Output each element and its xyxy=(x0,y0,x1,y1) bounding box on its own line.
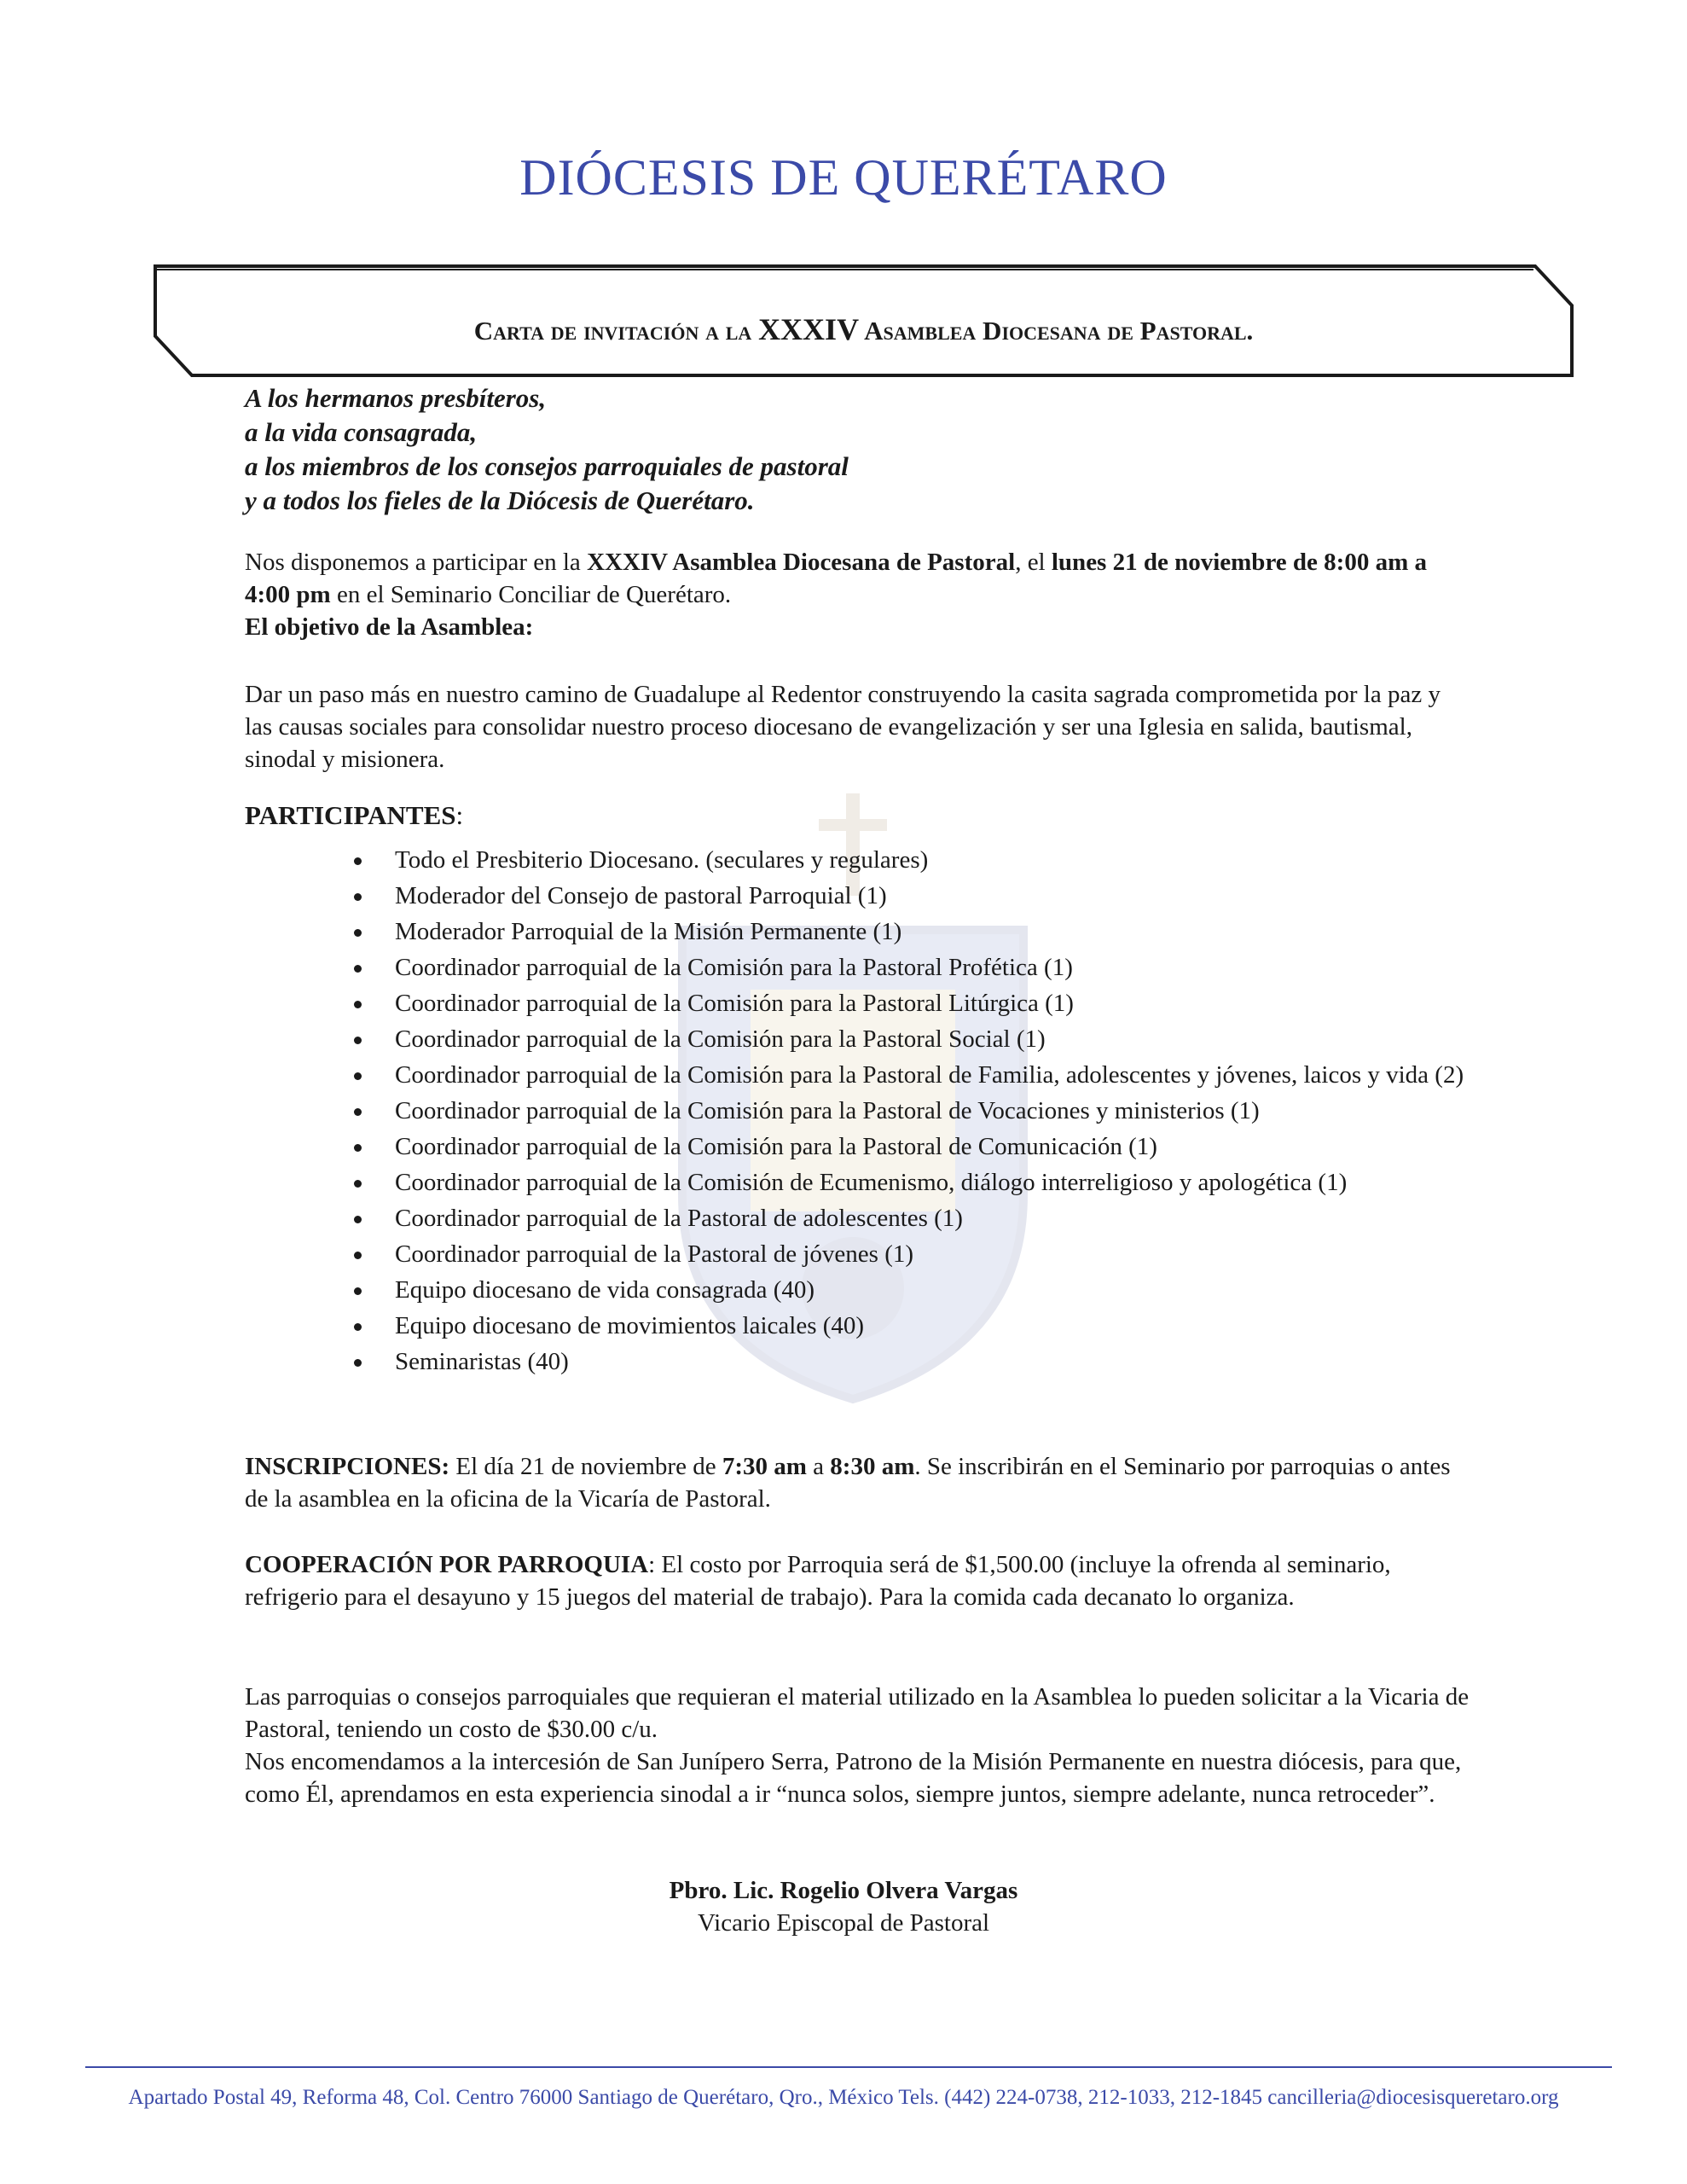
registration-text: El día 21 de noviembre de xyxy=(449,1453,722,1480)
participants-heading-colon: : xyxy=(455,800,464,830)
banner-heading-part-1: Carta de invitación a la xyxy=(473,316,759,346)
list-item xyxy=(350,1095,1484,1127)
list-item xyxy=(350,1275,1484,1306)
bullet-icon xyxy=(354,857,362,865)
bullet-icon xyxy=(354,1359,362,1367)
intro-text: , el xyxy=(1015,549,1052,576)
list-item-text: Coordinador parroquial de la Pastoral de jóvenes (1) xyxy=(395,1240,914,1268)
registration-text: a xyxy=(806,1453,831,1480)
bullet-icon xyxy=(354,1287,362,1295)
list-item-text: Coordinador parroquial de la Comisión para la Pastoral de Comunicación (1) xyxy=(395,1133,1157,1160)
invitation-banner xyxy=(154,264,1574,377)
intro-paragraph xyxy=(245,546,1473,643)
intro-text: Nos disponemos a participar en la xyxy=(245,549,588,576)
registration-paragraph xyxy=(245,1450,1473,1515)
banner-heading-part-2: XXXIV xyxy=(758,312,860,346)
bullet-icon xyxy=(354,929,362,937)
bullet-icon xyxy=(354,893,362,901)
participants-heading xyxy=(245,802,463,828)
list-item-text: Coordinador parroquial de la Comisión para la Pastoral de Vocaciones y ministerios (1) xyxy=(395,1097,1260,1124)
list-item-text: Moderador Parroquial de la Misión Permanente (1) xyxy=(395,918,902,945)
participants-heading-text: PARTICIPANTES xyxy=(245,800,456,830)
list-item-text: Equipo diocesano de vida consagrada (40) xyxy=(395,1276,815,1304)
bullet-icon xyxy=(354,965,362,973)
list-item xyxy=(350,988,1484,1019)
list-item-text: Coordinador parroquial de la Comisión de Ecumenismo, diálogo interreligioso y apologética (1) xyxy=(395,1169,1348,1196)
salutation-line: a la vida consagrada, xyxy=(245,417,478,447)
bullet-icon xyxy=(354,1252,362,1259)
list-item-text: Coordinador parroquial de la Comisión para la Pastoral Litúrgica (1) xyxy=(395,990,1074,1017)
list-item xyxy=(350,1346,1484,1378)
objective-text: Dar un paso más en nuestro camino de Guadalupe al Redentor construyendo la casita sagrada comprometida por la paz y las causas sociales para consolidar nuestro proceso diocesano de evangelización y ser una Iglesia en salida, bautismal, sinodal y misionera. xyxy=(245,681,1441,773)
cooperation-label: COOPERACIÓN POR PARROQUIA xyxy=(245,1551,649,1578)
bullet-icon xyxy=(354,1072,362,1080)
closing-line: Nos encomendamos a la intercesión de San Junípero Serra, Patrono de la Misión Permanente en nuestra diócesis, para que, como Él, aprendamos en esta experiencia sinodal a ir “nunca solos, siempre juntos, siempre adelante, nunca retroceder”. xyxy=(245,1748,1462,1808)
registration-start-time: 7:30 am xyxy=(722,1453,807,1480)
bullet-icon xyxy=(354,1180,362,1188)
list-item-text: Coordinador parroquial de la Comisión para la Pastoral Social (1) xyxy=(395,1025,1046,1053)
list-item-text: Equipo diocesano de movimientos laicales (40) xyxy=(395,1312,865,1339)
intro-text: en el Seminario Conciliar de Querétaro. xyxy=(330,581,732,608)
page-title: DIÓCESIS DE QUERÉTARO xyxy=(519,149,1168,206)
bullet-icon xyxy=(354,1108,362,1116)
assembly-name: XXXIV Asamblea Diocesana de Pastoral xyxy=(587,549,1016,576)
bullet-icon xyxy=(354,1001,362,1008)
banner-heading xyxy=(154,314,1574,345)
salutation-line: a los miembros de los consejos parroquiales de pastoral xyxy=(245,451,849,481)
bullet-icon xyxy=(354,1216,362,1223)
objective-heading: El objetivo de la Asamblea: xyxy=(245,613,534,641)
bullet-icon xyxy=(354,1323,362,1331)
list-item xyxy=(350,1310,1484,1342)
footer-address: Apartado Postal 49, Reforma 48, Col. Centro 76000 Santiago de Querétaro, Qro., México Tels. (442) 224-0738, 212-1033, 212-1845 cancilleria@diocesisqueretaro.org xyxy=(128,2086,1559,2109)
closing-line: Las parroquias o consejos parroquiales que requieran el material utilizado en la Asamblea lo pueden solicitar a la Vicaria de Pastoral, teniendo un costo de $30.00 c/u. xyxy=(245,1683,1470,1743)
registration-end-time: 8:30 am xyxy=(830,1453,915,1480)
list-item xyxy=(350,1131,1484,1163)
list-item-text: Seminaristas (40) xyxy=(395,1348,569,1375)
list-item xyxy=(350,1203,1484,1234)
salutation-line: y a todos los fieles de la Diócesis de Querétaro. xyxy=(245,485,755,515)
bullet-icon xyxy=(354,1144,362,1152)
bullet-icon xyxy=(354,1037,362,1044)
cooperation-paragraph xyxy=(245,1548,1473,1613)
participants-list xyxy=(350,845,1484,1382)
list-item xyxy=(350,952,1484,984)
registration-text: . Se inscribirán en el Seminario por parroquias o antes de la asamblea en la oficina de la Vicaría de Pastoral. xyxy=(245,1453,1451,1513)
cooperation-text: : El costo por Parroquia será de $1,500.00 (incluye la ofrenda al seminario, refrigerio para el desayuno y 15 juegos del material de trabajo). Para la comida cada decanato lo organiza. xyxy=(245,1551,1391,1611)
footer-divider xyxy=(85,2066,1612,2068)
signatory-name: Pbro. Lic. Rogelio Olvera Vargas xyxy=(669,1877,1018,1904)
list-item-text: Coordinador parroquial de la Pastoral de adolescentes (1) xyxy=(395,1205,963,1232)
list-item-text: Coordinador parroquial de la Comisión para la Pastoral de Familia, adolescentes y jóvenes, laicos y vida (2) xyxy=(395,1061,1464,1089)
list-item-text: Coordinador parroquial de la Comisión para la Pastoral Profética (1) xyxy=(395,954,1073,981)
salutation xyxy=(245,381,1524,518)
closing-paragraph xyxy=(245,1681,1507,1810)
salutation-line: A los hermanos presbíteros, xyxy=(245,383,547,413)
signatory-role: Vicario Episcopal de Pastoral xyxy=(697,1909,990,1937)
list-item xyxy=(350,1239,1484,1270)
assembly-date: lunes 21 de noviembre de 8:00 am a 4:00 pm xyxy=(245,549,1427,608)
list-item xyxy=(350,916,1484,948)
list-item xyxy=(350,880,1484,912)
list-item-text: Moderador del Consejo de pastoral Parroquial (1) xyxy=(395,882,887,909)
list-item xyxy=(350,1167,1484,1199)
banner-heading-part-3: Asamblea Diocesana de Pastoral. xyxy=(859,316,1254,346)
list-item xyxy=(350,1060,1484,1091)
list-item xyxy=(350,845,1484,876)
list-item-text: Todo el Presbiterio Diocesano. (seculares y regulares) xyxy=(395,846,929,874)
list-item xyxy=(350,1024,1484,1055)
registration-label: INSCRIPCIONES: xyxy=(245,1453,450,1480)
